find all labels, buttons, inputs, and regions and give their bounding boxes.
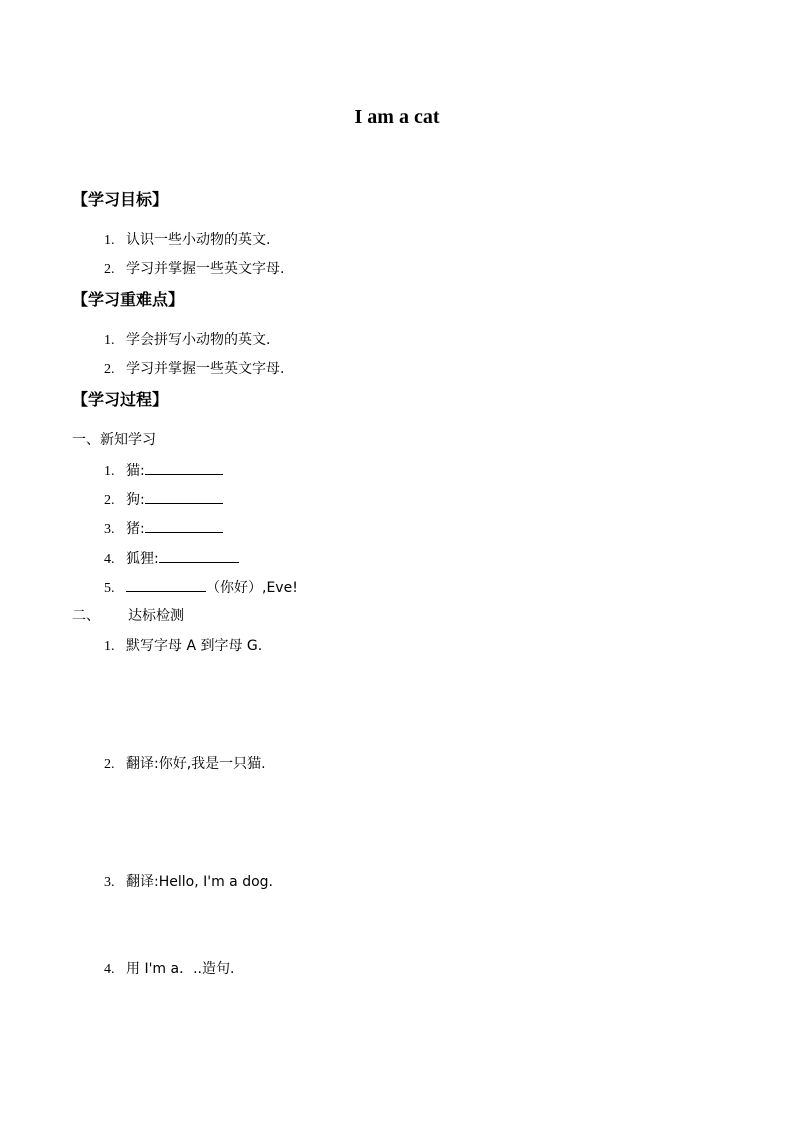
key-points-item (104, 330, 270, 351)
answer-blank[interactable] (145, 518, 223, 533)
item-prefix: 狗: (126, 492, 145, 508)
item-number: 1. (104, 333, 115, 348)
item-text: 学习并掌握一些英文字母. (126, 361, 285, 377)
item-text: 翻译:你好,我是一只猫. (126, 756, 266, 772)
test-item (104, 636, 262, 657)
item-number: 1. (104, 233, 115, 248)
item-prefix: 猫: (126, 463, 145, 479)
answer-blank[interactable] (126, 577, 206, 592)
objectives-item (104, 259, 284, 280)
item-number: 2. (104, 493, 115, 508)
item-text: 翻译:Hello, I'm a dog. (126, 874, 273, 890)
process-heading: 【学习过程】 (72, 390, 169, 409)
part2-marker: 二、 (72, 608, 100, 624)
item-number: 3. (104, 875, 115, 890)
answer-blank[interactable] (159, 548, 239, 563)
item-text: 学会拼写小动物的英文. (126, 332, 271, 348)
item-number: 1. (104, 464, 115, 479)
item-number: 3. (104, 522, 115, 537)
item-text: 用 I'm a．..造句. (126, 961, 235, 977)
objectives-item (104, 230, 270, 251)
key-points-item (104, 359, 284, 380)
page-title: I am a cat (354, 106, 440, 128)
test-item (104, 754, 266, 775)
item-number: 5. (104, 581, 115, 596)
item-number: 4. (104, 552, 115, 567)
item-prefix: 猪: (126, 521, 145, 537)
item-number: 1. (104, 639, 115, 654)
fill-item (104, 548, 239, 570)
item-suffix: （你好）,Eve! (206, 580, 298, 596)
part2-heading: 达标检测 (128, 608, 184, 624)
item-number: 4. (104, 962, 115, 977)
item-text: 默写字母 A 到字母 G. (126, 638, 263, 654)
part1-heading: 一、新知学习 (72, 432, 156, 448)
item-text: 认识一些小动物的英文. (126, 232, 271, 248)
answer-blank[interactable] (145, 460, 223, 475)
key-points-heading: 【学习重难点】 (72, 290, 185, 309)
item-number: 2. (104, 262, 115, 277)
test-item (104, 959, 234, 980)
fill-item (104, 518, 223, 540)
item-number: 2. (104, 757, 115, 772)
objectives-heading: 【学习目标】 (72, 190, 169, 209)
item-text: 学习并掌握一些英文字母. (126, 261, 285, 277)
fill-item (104, 577, 298, 599)
fill-item (104, 460, 223, 482)
item-prefix: 狐狸: (126, 551, 159, 567)
test-item (104, 872, 273, 893)
item-number: 2. (104, 362, 115, 377)
answer-blank[interactable] (145, 489, 223, 504)
fill-item (104, 489, 223, 511)
